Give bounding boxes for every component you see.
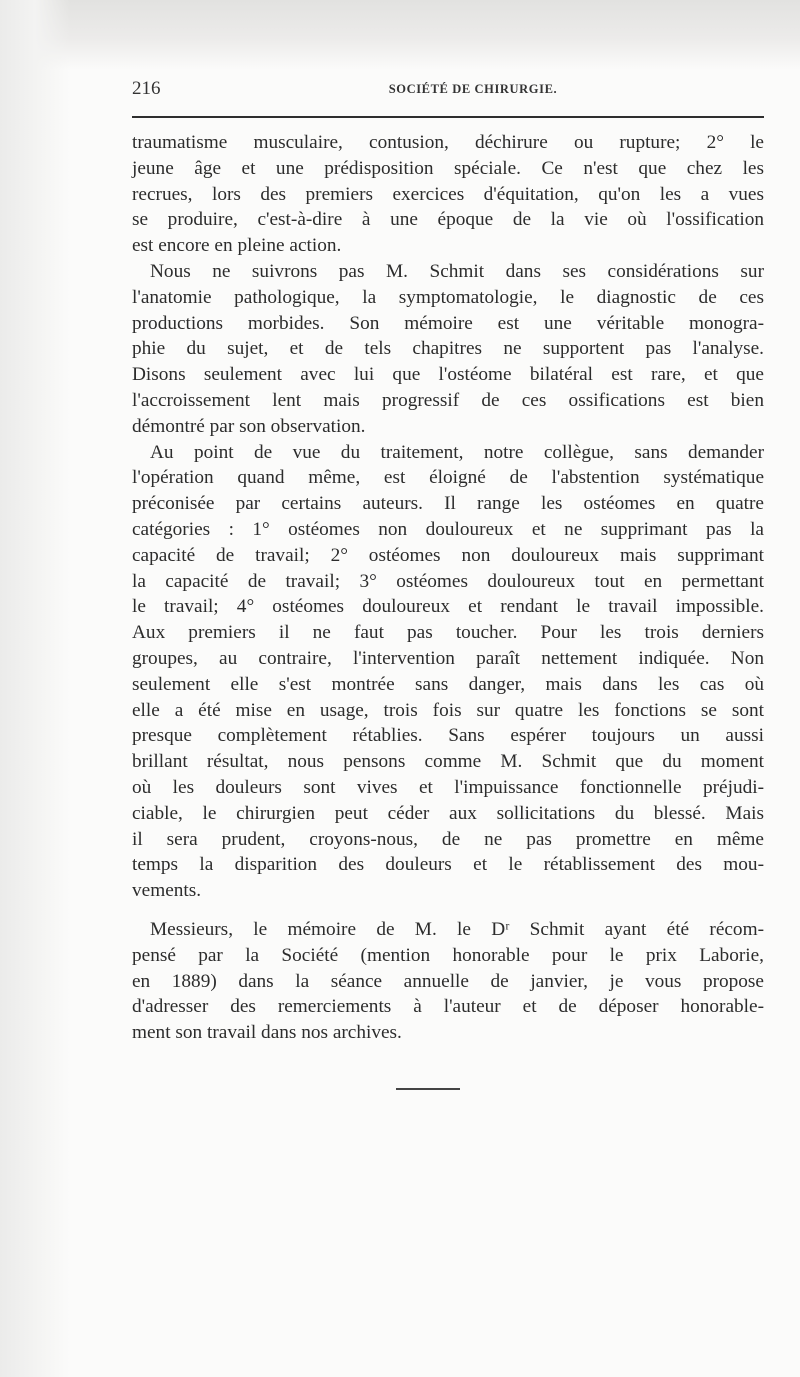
running-head: SOCIÉTÉ DE CHIRURGIE.: [388, 82, 558, 96]
text-line: l'accroissement lent mais progressif de ces ossifications est bien: [132, 389, 764, 411]
text-line: Aux premiers il ne faut pas toucher. Pour les trois derniers: [132, 622, 764, 644]
text-line: groupes, au contraire, l'intervention paraît nettement indiquée. Non: [132, 647, 764, 669]
paragraph: [132, 917, 764, 1046]
text-line: elle a été mise en usage, trois fois sur quatre les fonctions se sont: [132, 699, 764, 721]
text-line: seulement elle s'est montrée sans danger, mais dans les cas où: [132, 673, 764, 695]
text-line: l'anatomie pathologique, la symptomatologie, le diagnostic de ces: [132, 286, 764, 308]
text-line: ment son travail dans nos archives.: [132, 1022, 402, 1044]
paragraph: [132, 440, 764, 904]
scan-edge-left: [0, 0, 70, 1377]
paragraph: [132, 130, 764, 259]
scan-edge-top: [0, 0, 800, 70]
text-line: d'adresser des remerciements à l'auteur et de déposer honorable-: [132, 996, 764, 1018]
text-line: ciable, le chirurgien peut céder aux sollicitations du blessé. Mais: [132, 802, 764, 824]
text-line: productions morbides. Son mémoire est une véritable monogra-: [132, 312, 764, 334]
text-line: Messieurs, le mémoire de M. le Dʳ Schmit ayant été récom-: [150, 918, 764, 940]
text-line: l'opération quand même, est éloigné de l'abstention systématique: [132, 467, 764, 489]
text-line: Nous ne suivrons pas M. Schmit dans ses considérations sur: [150, 260, 764, 282]
text-line: recrues, lors des premiers exercices d'équitation, qu'on les a vues: [132, 183, 764, 205]
text-line: où les douleurs sont vives et l'impuissance fonctionnelle préjudi-: [132, 776, 764, 798]
text-line: capacité de travail; 2° ostéomes non douloureux mais supprimant: [132, 544, 764, 566]
text-line: catégories : 1° ostéomes non douloureux et ne supprimant pas la: [132, 518, 764, 540]
text-line: en 1889) dans la séance annuelle de janvier, je vous propose: [132, 970, 764, 992]
text-line: il sera prudent, croyons-nous, de ne pas promettre en même: [132, 828, 764, 850]
text-line: traumatisme musculaire, contusion, déchirure ou rupture; 2° le: [132, 132, 764, 153]
paragraph: [132, 259, 764, 440]
page-number: 216: [132, 78, 161, 99]
text-line: presque complètement rétablies. Sans espérer toujours un aussi: [132, 725, 764, 747]
text-line: pensé par la Société (mention honorable pour le prix Laborie,: [132, 944, 764, 966]
text-line: jeune âge et une prédisposition spéciale. Ce n'est que chez les: [132, 157, 764, 179]
text-line: Au point de vue du traitement, notre collègue, sans demander: [150, 441, 764, 463]
text-line: est encore en pleine action.: [132, 235, 342, 257]
text-line: se produire, c'est-à-dire à une époque de la vie où l'ossification: [132, 209, 764, 231]
text-line: brillant résultat, nous pensons comme M. Schmit que du moment: [132, 751, 764, 773]
text-line: la capacité de travail; 3° ostéomes douloureux tout en permettant: [132, 570, 764, 592]
text-line: préconisée par certains auteurs. Il range les ostéomes en quatre: [132, 493, 764, 515]
header-rule: [132, 116, 764, 118]
text-line: phie du sujet, et de tels chapitres ne supportent pas l'analyse.: [132, 338, 764, 360]
text-line: Disons seulement avec lui que l'ostéome bilatéral est rare, et que: [132, 364, 764, 386]
text-line: vements.: [132, 880, 202, 902]
body-text: [132, 130, 764, 1046]
page-header: [132, 78, 764, 104]
text-line: temps la disparition des douleurs et le rétablissement des mou-: [132, 854, 764, 876]
closing-rule: [396, 1088, 460, 1090]
text-line: démontré par son observation.: [132, 415, 366, 437]
text-line: le travail; 4° ostéomes douloureux et rendant le travail impossible.: [132, 596, 764, 618]
